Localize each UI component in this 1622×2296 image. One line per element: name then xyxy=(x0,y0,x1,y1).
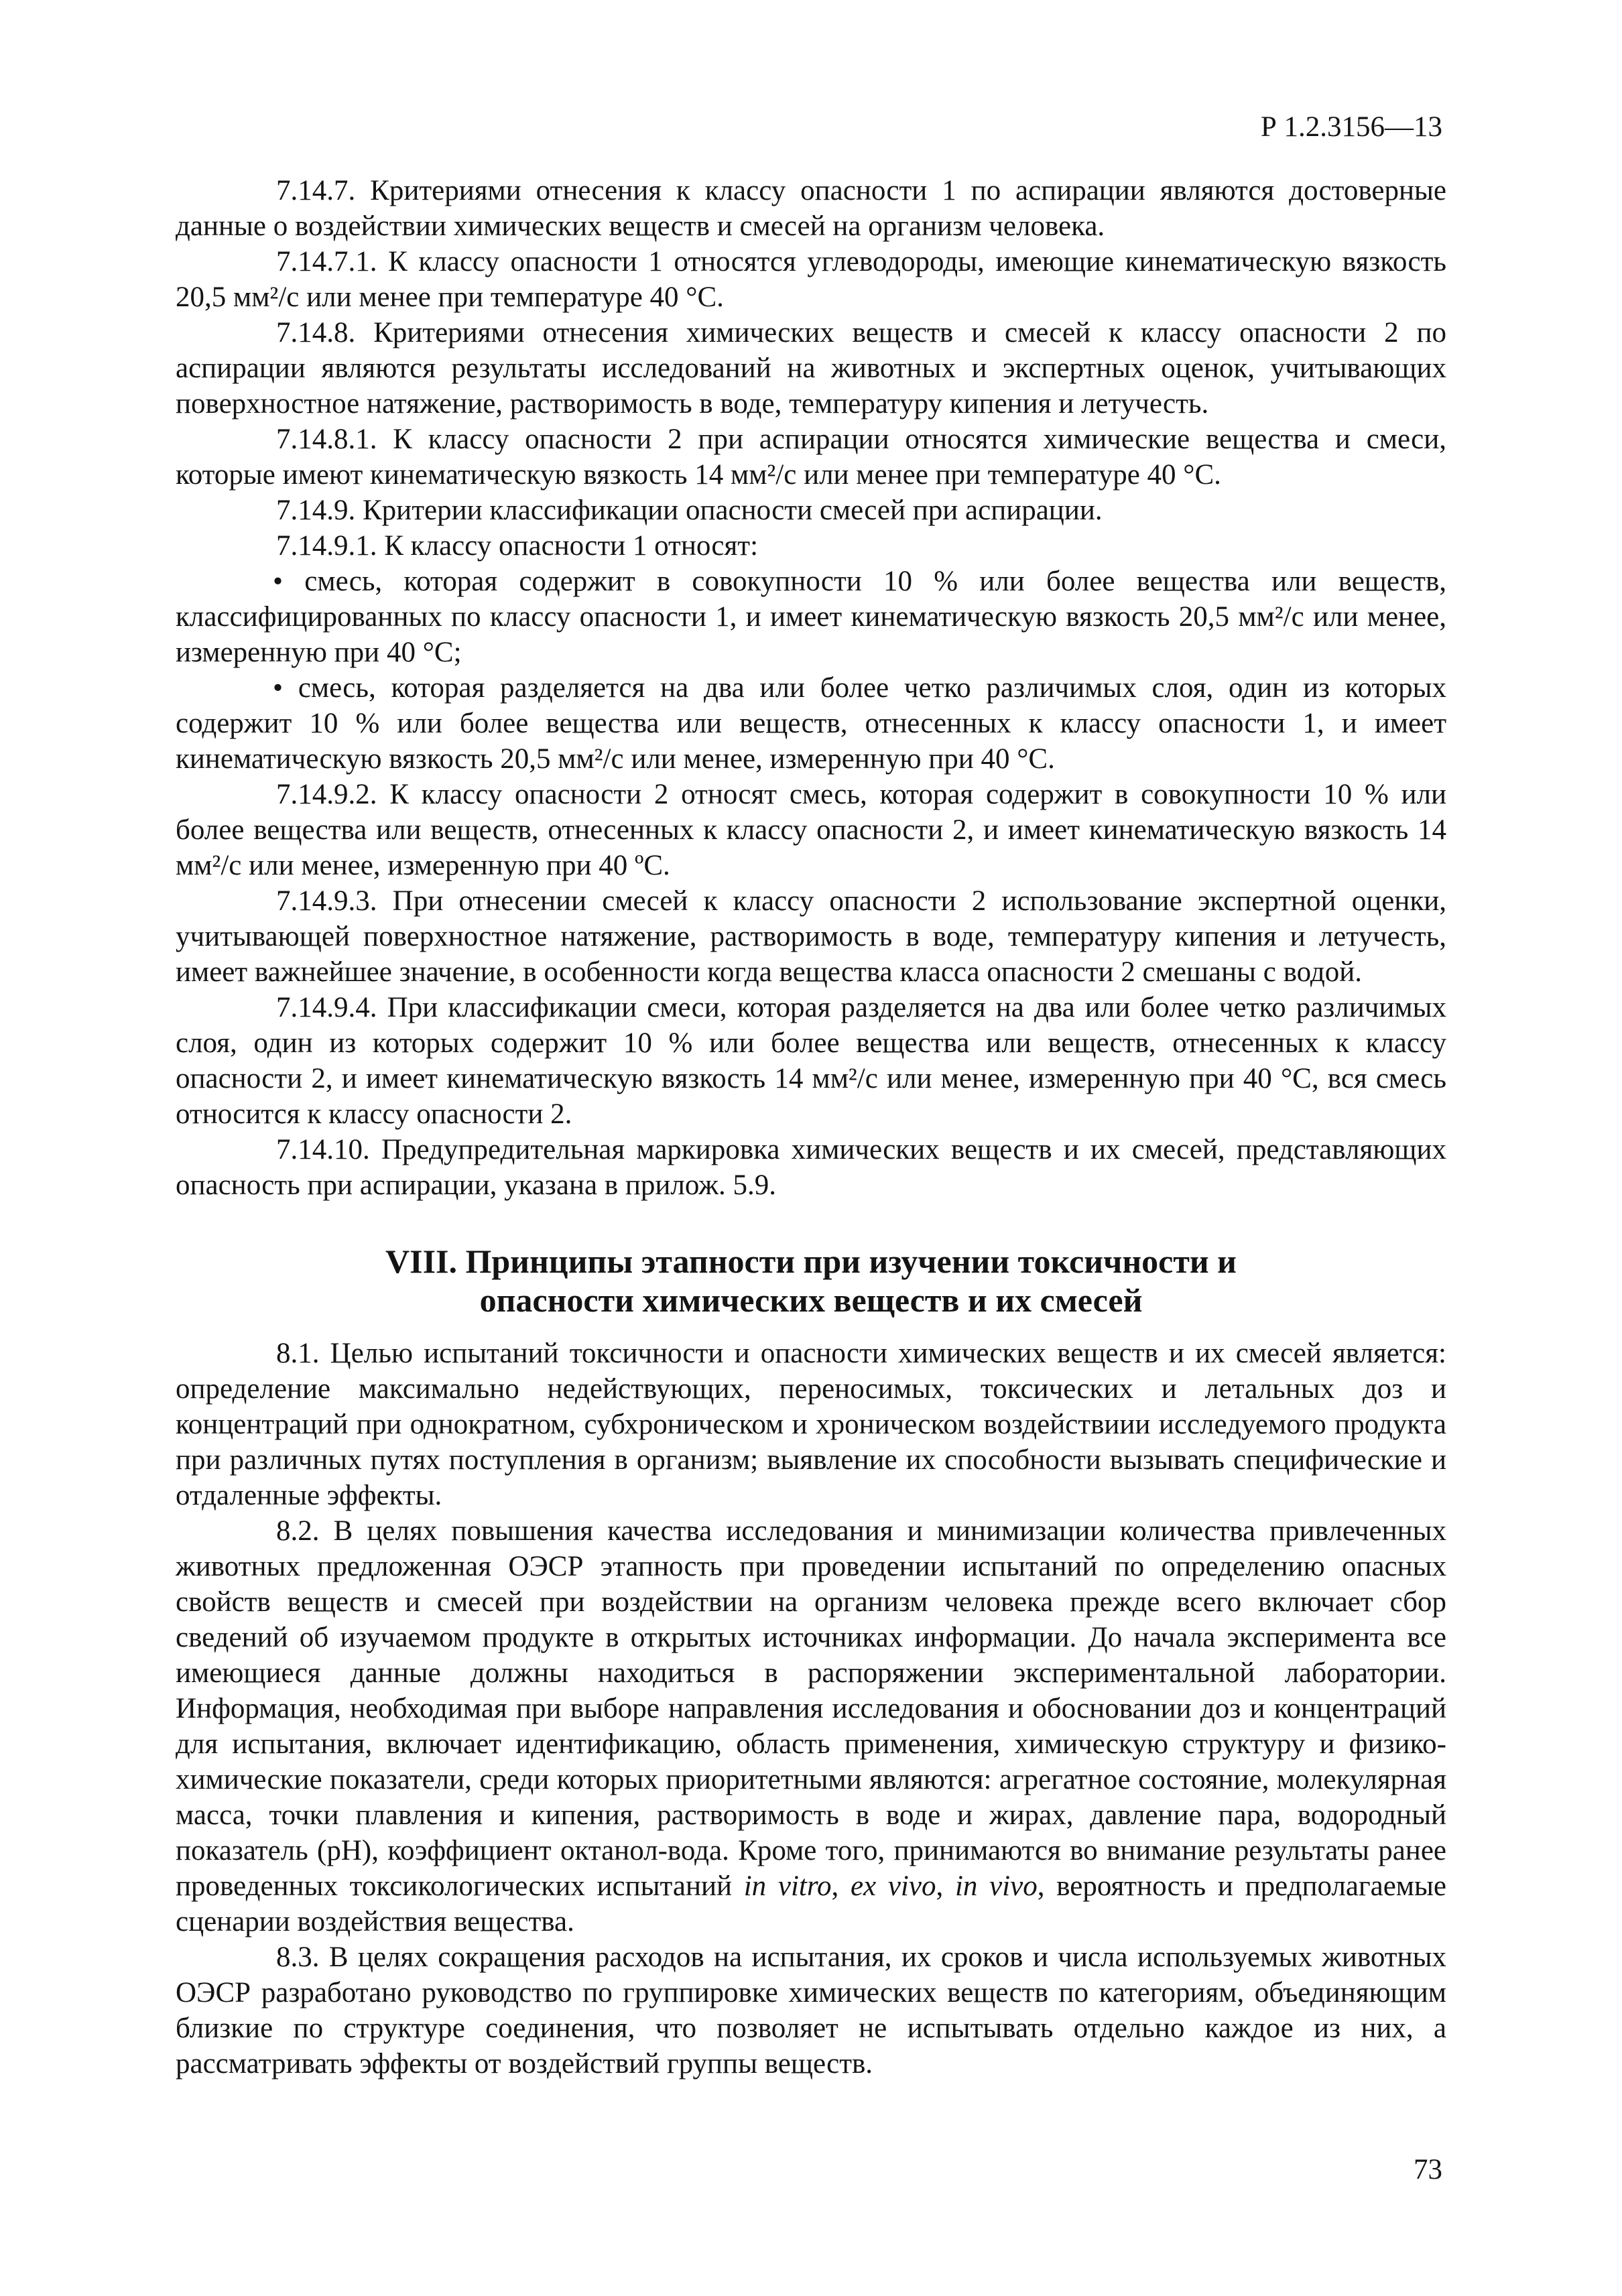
paragraph-7-14-7-1: 7.14.7.1. К классу опасности 1 относятся углеводороды, имеющие кинематическую вязкость 20,5 мм²/с или менее при температуре 40 °С. xyxy=(176,246,1446,313)
section-heading xyxy=(176,1242,1446,1320)
page-content xyxy=(176,173,1446,2082)
paragraph-text: , вероятность и предполагаемые сценарии воздействия вещества. xyxy=(176,1870,1446,1937)
paragraph-8-3: 8.3. В целях сокращения расходов на испытания, их сроков и числа используемых животных ОЭСР разработано руководство по группировке химических веществ по категориям, объединяющим близкие по структуре соединения, что позволяет не испытывать отдельно каждое из них, а рассматривать эффекты от воздействий группы веществ. xyxy=(176,1941,1446,2080)
section-heading-line: VIII. Принципы этапности при изучении токсичности и xyxy=(385,1242,1237,1280)
italic-term: in vitro xyxy=(743,1870,832,1902)
paragraph-8-2 xyxy=(176,1513,1446,1939)
bullet-item: • смесь, которая разделяется на два или более четко различимых слоя, один из которых содержит 10 % или более вещества или веществ, отнесенных к классу опасности 1, и имеет кинематическую вязкость 20,5 мм²/с или менее, измеренную при 40 °С. xyxy=(176,672,1446,775)
paragraph-text: 8.2. В целях повышения качества исследования и минимизации количества привлеченных животных предложенная ОЭСР этапность при проведении испытаний по определению опасных свойств веществ и смесей при воздействии на организм человека прежде всего включает сбор сведений об изучаемом продукте в открытых источниках информации. До начала эксперимента все имеющиеся данные должны находиться в распоряжении экспериментальной лаборатории. Информация, необходимая при выборе направления исследования и обосновании доз и концентраций для испытания, включает идентификацию, область применения, химическую структуру и физико-химические показатели, среди которых приоритетными являются: агрегатное состояние, молекулярная масса, точки плавления и кипения, растворимость в воде и жирах, давление пара, водородный показатель (pH), коэффициент октанол-вода. Кроме того, принимаются во внимание результаты ранее проведенных токсикологических испытаний xyxy=(176,1515,1446,1902)
bullet-item: • смесь, которая содержит в совокупности 10 % или более вещества или веществ, классифицированных по классу опасности 1, и имеет кинематическую вязкость 20,5 мм²/с или менее, измеренную при 40 °С; xyxy=(176,566,1446,668)
separator-text: , xyxy=(831,1870,851,1902)
italic-term: in vivo xyxy=(954,1870,1038,1902)
document-code: Р 1.2.3156—13 xyxy=(1260,111,1442,143)
page-number: 73 xyxy=(1414,2154,1442,2185)
paragraph-7-14-7: 7.14.7. Критериями отнесения к классу опасности 1 по аспирации являются достоверные данные о воздействии химических веществ и смесей на организм человека. xyxy=(176,175,1446,242)
paragraph-7-14-8: 7.14.8. Критериями отнесения химических веществ и смесей к классу опасности 2 по аспирации являются результаты исследований на животных и экспертных оценок, учитывающих поверхностное натяжение, растворимость в воде, температуру кипения и летучесть. xyxy=(176,317,1446,420)
paragraph-7-14-8-1: 7.14.8.1. К классу опасности 2 при аспирации относятся химические вещества и смеси, которые имеют кинематическую вязкость 14 мм²/с или менее при температуре 40 °С. xyxy=(176,424,1446,491)
italic-term: ex vivo xyxy=(850,1870,936,1902)
paragraph-7-14-9-1: 7.14.9.1. К классу опасности 1 относят: xyxy=(276,530,759,562)
paragraph-8-1: 8.1. Целью испытаний токсичности и опасности химических веществ и их смесей является: определение максимально недействующих, переносимых, токсических и летальных доз и концентраций при однократном, субхроническом и хроническом воздействиии исследуемого продукта при различных путях поступления в организм; выявление их способности вызывать специфические и отдаленные эффекты. xyxy=(176,1338,1446,1511)
paragraph-7-14-9-4: 7.14.9.4. При классификации смеси, которая разделяется на два или более четко различимых слоя, один из которых содержит 10 % или более вещества или веществ, отнесенных к классу опасности 2, и имеет кинематическую вязкость 14 мм²/с или менее, измеренную при 40 °С, вся смесь относится к классу опасности 2. xyxy=(176,992,1446,1130)
paragraph-7-14-9-3: 7.14.9.3. При отнесении смесей к классу опасности 2 использование экспертной оценки, учитывающей поверхностное натяжение, растворимость в воде, температуру кипения и летучесть, имеет важнейшее значение, в особенности когда вещества класса опасности 2 смешаны с водой. xyxy=(176,885,1446,988)
section-heading-line: опасности химических веществ и их смесей xyxy=(479,1281,1143,1319)
paragraph-7-14-9-2: 7.14.9.2. К классу опасности 2 относят смесь, которая содержит в совокупности 10 % или более вещества или веществ, отнесенных к классу опасности 2, и имеет кинематическую вязкость 14 мм²/с или менее, измеренную при 40 ºС. xyxy=(176,779,1446,881)
paragraph-7-14-9: 7.14.9. Критерии классификации опасности смесей при аспирации. xyxy=(276,495,1103,526)
separator-text: , xyxy=(936,1870,955,1902)
paragraph-7-14-10: 7.14.10. Предупредительная маркировка химических веществ и их смесей, представляющих опасность при аспирации, указана в прилож. 5.9. xyxy=(176,1134,1446,1201)
